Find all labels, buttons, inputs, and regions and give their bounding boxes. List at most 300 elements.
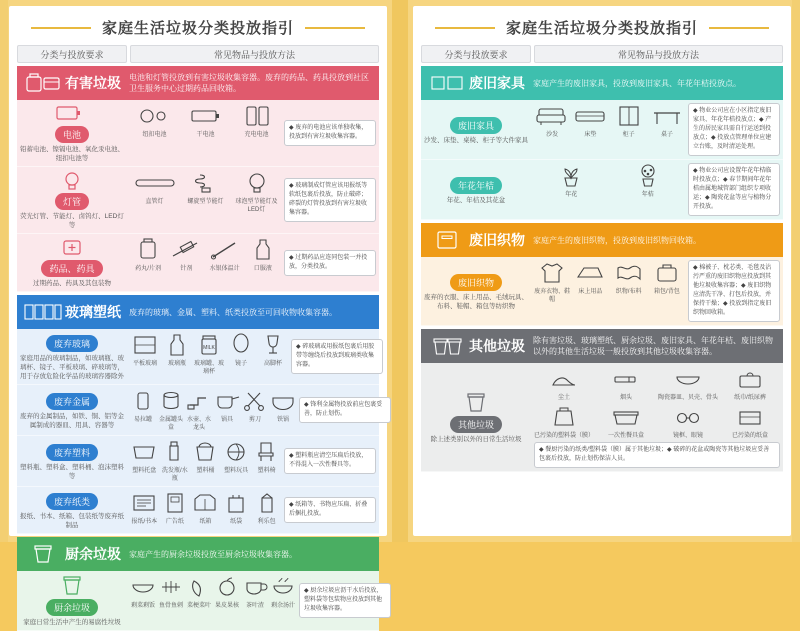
item-list xyxy=(534,163,685,216)
cigarette-butt-icon xyxy=(596,366,656,392)
item-caption: 球泡型节能灯及LED灯 xyxy=(235,199,278,213)
carton-icon xyxy=(191,490,220,516)
note-wrap xyxy=(284,490,376,530)
note-wrap xyxy=(284,439,376,483)
right-header xyxy=(421,12,783,42)
item-list xyxy=(130,237,281,288)
clothes-icon xyxy=(534,260,570,286)
item-caption: 剪刀 xyxy=(248,417,261,423)
list-item xyxy=(207,237,243,288)
item-list xyxy=(130,490,281,530)
paper-bag-icon xyxy=(222,490,251,516)
item-caption: 陶瓷器皿、贝壳、骨头 xyxy=(658,395,719,401)
item-caption: 一次性餐具盒 xyxy=(607,433,644,439)
item-caption: 镜框、眼镜 xyxy=(672,433,703,439)
row-note: ◆ 废弃的电池应该单独收集，投放到有害垃圾收集容器。 xyxy=(284,120,376,146)
row-pill: 废弃塑料 xyxy=(46,444,98,461)
category-bar xyxy=(421,223,783,257)
table-icon xyxy=(649,103,685,129)
glasses-icon xyxy=(658,404,718,430)
list-item xyxy=(181,103,230,163)
potted-flower-icon xyxy=(534,163,609,189)
row-label xyxy=(17,329,127,384)
recyclable-icon xyxy=(23,299,63,325)
category-textile xyxy=(421,223,783,326)
tissue-icon xyxy=(720,366,780,392)
item-caption: 塑料椅 xyxy=(257,468,276,474)
category-bar xyxy=(17,295,379,329)
category-desc: 废弃的玻璃、金属、塑料、纸类投放至可回收物收集容器。 xyxy=(129,307,337,317)
row-note: ◆ 玻璃制成灯管应该用报纸等软纸包裹后投放，防止破碎；碎裂的灯管投放到有害垃圾收集容器。 xyxy=(284,178,376,222)
row-note: ◆ 厨余垃圾应沥干水后投放，塑料袋等包装物应投放到其他垃圾收集容器。 xyxy=(299,583,391,618)
item-caption: 塑料托盘 xyxy=(132,468,157,474)
table-row xyxy=(421,363,783,472)
header-rule-right xyxy=(709,27,769,29)
category-bar xyxy=(17,537,379,571)
item-caption: 塑料桶 xyxy=(196,468,215,474)
row-body xyxy=(127,436,379,486)
rechargeable-battery-icon xyxy=(232,103,281,129)
pill-icon xyxy=(130,237,166,263)
harmful-waste-icon xyxy=(23,70,63,96)
row-body xyxy=(127,385,394,435)
thermometer-icon xyxy=(207,237,243,263)
row-label xyxy=(17,234,127,291)
list-item xyxy=(270,388,296,432)
item-caption: 直管灯 xyxy=(145,199,164,205)
row-note: ◆ 纸箱等、书物应压扁、折叠后捆扎投放。 xyxy=(284,497,376,523)
table-row xyxy=(17,234,379,292)
row-sub: 年花、年桔及其花盆 xyxy=(446,197,506,204)
row-label xyxy=(17,571,127,630)
list-item xyxy=(245,237,281,288)
row-pill: 废弃玻璃 xyxy=(46,335,98,352)
newspaper-icon xyxy=(130,490,159,516)
item-list xyxy=(130,388,296,432)
list-item xyxy=(191,439,220,483)
list-item xyxy=(572,103,608,156)
item-list xyxy=(130,103,281,163)
item-caption: 药丸/片剂 xyxy=(135,266,161,272)
list-item xyxy=(720,366,780,402)
item-caption: 口服液 xyxy=(253,266,272,272)
list-item xyxy=(534,103,570,156)
item-caption: 箱包/背包 xyxy=(654,289,680,295)
list-item xyxy=(596,404,656,440)
tea-residue-icon xyxy=(242,574,268,600)
list-item xyxy=(168,237,204,288)
item-caption: 高脚杯 xyxy=(263,361,282,367)
medicine-icon xyxy=(54,237,90,257)
item-caption: 玻璃罐、玻璃杯 xyxy=(194,361,225,375)
row-pill: 厨余垃圾 xyxy=(46,599,98,616)
mattress-icon xyxy=(572,103,608,129)
category-other xyxy=(421,329,783,472)
row-body xyxy=(127,100,379,166)
item-caption: 尘土 xyxy=(557,395,570,401)
list-item xyxy=(658,404,718,440)
category-recyclable xyxy=(17,295,383,534)
syringe-icon xyxy=(168,237,204,263)
left-panel xyxy=(9,6,387,626)
dry-cell-icon xyxy=(181,103,230,129)
plastic-chair-icon xyxy=(252,439,281,465)
glass-jar-icon xyxy=(194,332,224,358)
table-row xyxy=(17,487,379,534)
row-note: ◆ 过期药品应连同包装一并投放，分类投放。 xyxy=(284,250,376,276)
leftover-food-icon xyxy=(130,574,156,600)
list-item xyxy=(222,490,251,530)
list-item xyxy=(252,490,281,530)
category-name: 厨余垃圾 xyxy=(65,546,121,562)
note-wrap xyxy=(284,103,376,163)
milk-carton-icon xyxy=(252,490,281,516)
right-panel xyxy=(413,6,791,536)
toy-ball-icon xyxy=(222,439,251,465)
fabric-icon xyxy=(611,260,647,286)
other-waste-icon xyxy=(427,333,467,359)
row-note: ◆ 物业公司应在小区指定废旧家具、年花年桔投放点；◆ 产生的居民家具需自行运送到投放点；◆ 投放点管理单位应建立台账，及时清运处理。 xyxy=(688,103,780,156)
row-pill: 其他垃圾 xyxy=(450,416,502,433)
pan-icon xyxy=(214,388,240,414)
list-item xyxy=(130,388,156,432)
row-note: ◆ 塑料瓶应清空压扁后投放，不得混入一次性餐具等。 xyxy=(284,448,376,474)
row-label xyxy=(421,100,531,159)
item-list xyxy=(130,332,288,381)
row-label xyxy=(17,487,127,533)
item-caption: 织物/布料 xyxy=(615,289,642,295)
row-sub: 荧光灯管、节能灯、卤钨灯、LED灯等 xyxy=(20,213,124,229)
item-caption: 茶叶渣 xyxy=(245,603,264,609)
list-item xyxy=(611,260,647,322)
list-item xyxy=(130,170,179,230)
table-row xyxy=(17,329,379,385)
category-desc: 家庭产生的废旧家具，投放到废旧家具、年花年桔投放点。 xyxy=(533,78,741,88)
category-harmful xyxy=(17,66,379,292)
item-caption: 柜子 xyxy=(622,132,635,138)
item-caption: 铁锅 xyxy=(276,417,289,423)
list-item xyxy=(194,332,224,381)
plastic-tray-icon xyxy=(130,439,159,465)
list-item xyxy=(720,404,780,440)
textile-bin-icon xyxy=(427,227,467,253)
lamp-icon xyxy=(54,170,90,190)
other-bin-icon xyxy=(459,391,493,413)
item-list xyxy=(130,170,281,230)
item-caption: 报纸/书本 xyxy=(131,519,158,525)
row-body xyxy=(127,329,386,384)
row-body xyxy=(531,160,783,219)
row-pill: 灯管 xyxy=(55,193,89,210)
cabinet-icon xyxy=(611,103,647,129)
category-desc: 家庭产生的废旧织物，投放到废旧织物回收箱。 xyxy=(533,235,701,245)
list-item xyxy=(649,260,685,322)
list-item xyxy=(258,332,288,381)
item-list-2 xyxy=(534,404,780,440)
takeout-box-icon xyxy=(596,404,656,430)
list-item xyxy=(130,574,156,627)
item-caption: 沙发 xyxy=(546,132,559,138)
table-row xyxy=(421,100,783,160)
row-sub: 报纸、书本、纸箱、包装纸等废弃纸制品 xyxy=(20,513,124,529)
list-item xyxy=(242,574,268,627)
category-bar xyxy=(421,329,783,363)
row-sub: 除上述类别以外的日常生活垃圾 xyxy=(430,435,522,443)
faucet-icon xyxy=(186,388,212,414)
ceramic-icon xyxy=(658,366,718,392)
item-caption: 塑料玩具 xyxy=(224,468,249,474)
item-caption: 平板玻璃 xyxy=(132,361,157,367)
svg-text:MILK: MILK xyxy=(203,345,215,351)
item-caption: 剩余汤汁 xyxy=(270,603,295,609)
sofa-icon xyxy=(534,103,570,129)
item-caption: 已污染的纸盒 xyxy=(731,433,768,439)
furniture-icon xyxy=(427,70,467,96)
row-sub: 家庭日常生活中产生的易腐性垃圾 xyxy=(23,619,121,626)
note-wrap xyxy=(688,163,780,216)
row-sub: 废弃的金属制品，如铁、铜、铝等金属制成的器皿、用具、容器等 xyxy=(20,413,124,429)
list-item xyxy=(130,439,159,483)
item-caption: 废弃衣物、鞋帽 xyxy=(534,289,571,303)
bedding-icon xyxy=(572,260,608,286)
column-header-items: 常见物品与投放方法 xyxy=(130,45,379,63)
row-body xyxy=(127,167,379,233)
row-body xyxy=(531,257,783,325)
category-name: 废旧织物 xyxy=(469,232,525,248)
item-caption: 玻璃瓶 xyxy=(167,361,186,367)
row-note: ◆ 餐厨污染的纸类/塑料袋（膜）属于其他垃圾；◆ 破碎的花盆或陶瓷等其他垃圾应妥善包裹后投放，防止划伤保洁人员。 xyxy=(534,442,780,468)
kumquat-tree-icon xyxy=(611,163,686,189)
left-header xyxy=(17,12,379,42)
row-note: ◆ 物业公司应设置年花年桔临时投放点；◆ 春节期间年花年桔由属地城管部门组织专项收运；◆ 陶瓷花盆等应与植物分开投放。 xyxy=(688,163,780,216)
list-item xyxy=(181,170,230,230)
battery-icon xyxy=(54,103,90,123)
item-caption: 菜梗菜叶 xyxy=(186,603,211,609)
item-caption: 镜子 xyxy=(234,361,247,367)
item-list xyxy=(534,260,685,322)
wok-icon xyxy=(270,388,296,414)
column-header-items: 常见物品与投放方法 xyxy=(534,45,783,63)
item-caption: 桌子 xyxy=(660,132,673,138)
row-pill: 废弃金属 xyxy=(46,393,98,410)
row-label xyxy=(17,100,127,166)
item-caption: 纽扣电池 xyxy=(142,132,167,138)
item-caption: 果皮果核 xyxy=(214,603,239,609)
item-caption: 纸袋 xyxy=(230,519,243,525)
list-item xyxy=(270,574,296,627)
row-body xyxy=(531,100,783,159)
note-wrap xyxy=(291,332,383,381)
row-sub: 铅蓄电池、镍镉电池、氧化汞电池、纽扣电池等 xyxy=(20,146,124,162)
list-item xyxy=(222,439,251,483)
item-caption: 烟头 xyxy=(619,395,632,401)
category-name: 其他垃圾 xyxy=(469,338,525,354)
list-item xyxy=(214,574,240,627)
item-caption: 剩菜剩饭 xyxy=(130,603,155,609)
item-caption: 洗发瓶/水瓶 xyxy=(162,468,188,482)
list-item xyxy=(534,260,570,322)
category-name: 有害垃圾 xyxy=(65,75,121,91)
list-item xyxy=(534,163,609,216)
item-caption: 床垫 xyxy=(584,132,597,138)
item-caption: 纸箱 xyxy=(199,519,212,525)
item-caption: 螺旋型节能灯 xyxy=(187,199,224,205)
list-item xyxy=(158,574,184,627)
list-item xyxy=(658,366,718,402)
list-item xyxy=(611,163,686,216)
left-column-headers xyxy=(17,45,379,63)
can-icon xyxy=(130,388,156,414)
list-item xyxy=(534,404,594,440)
item-caption: 金属罐头盒 xyxy=(158,417,183,431)
list-item xyxy=(130,103,179,163)
category-bar xyxy=(421,66,783,100)
spiral-cfl-icon xyxy=(181,170,230,196)
table-row xyxy=(421,257,783,326)
row-note: ◆ 棉被子、枕芯类、毛毯及沾污严重的废旧织物应投放到其他垃圾收集容器；◆ 废旧织物应清洗干净、打包后投放，并保持干燥；◆ 投放到指定废旧织物回收箱。 xyxy=(688,260,780,322)
right-column-headers xyxy=(421,45,783,63)
row-sub: 沙发、床垫、桌椅、柜子等大件家具 xyxy=(424,137,528,144)
tube-lamp-icon xyxy=(130,170,179,196)
list-item xyxy=(649,103,685,156)
column-header-requirement: 分类与投放要求 xyxy=(17,45,127,63)
item-caption: 已污染的塑料袋（膜） xyxy=(534,433,595,439)
list-item xyxy=(214,388,240,432)
list-item xyxy=(232,103,281,163)
oral-liquid-icon xyxy=(245,237,281,263)
bucket-icon xyxy=(191,439,220,465)
tin-can-icon xyxy=(158,388,184,414)
glass-bottle-icon xyxy=(162,332,192,358)
row-pill: 年花年桔 xyxy=(450,177,502,194)
list-item xyxy=(186,574,212,627)
list-item xyxy=(130,332,160,381)
table-row xyxy=(421,160,783,220)
item-caption: 鱼骨鱼刺 xyxy=(158,603,183,609)
row-sub: 塑料瓶、塑料盒、塑料桶、泡沫塑料等 xyxy=(20,464,124,480)
note-wrap xyxy=(284,170,376,230)
row-label xyxy=(17,167,127,233)
row-pill: 废旧织物 xyxy=(450,274,502,291)
header-rule-left xyxy=(31,27,91,29)
list-item xyxy=(534,366,594,402)
wine-glass-icon xyxy=(258,332,288,358)
list-item xyxy=(162,332,192,381)
list-item xyxy=(252,439,281,483)
row-label xyxy=(421,363,531,471)
note-wrap xyxy=(299,574,391,627)
item-caption: 充电电池 xyxy=(244,132,269,138)
table-row xyxy=(17,436,379,487)
table-row xyxy=(17,385,383,436)
item-caption: 广告纸 xyxy=(165,519,184,525)
table-row xyxy=(17,571,383,631)
list-item xyxy=(572,260,608,322)
list-item xyxy=(226,332,256,381)
button-cell-icon xyxy=(130,103,179,129)
item-caption: 水银体温计 xyxy=(209,266,240,272)
row-note: ◆ 碎玻璃或用报纸包裹后用胶带等缠绕后投放到玻璃类收集容器。 xyxy=(291,339,383,374)
mirror-icon xyxy=(226,332,256,358)
kitchen-waste-icon xyxy=(23,541,63,567)
plastic-bottle-icon xyxy=(161,439,190,465)
page-title-right: 家庭生活垃圾分类投放指引 xyxy=(505,19,698,37)
list-item xyxy=(130,490,159,530)
bulb-led-icon xyxy=(232,170,281,196)
category-desc: 电池和灯管投放到有害垃圾收集容器。废弃的药品、药具投放到社区卫生服务中心过期药品回收箱。 xyxy=(129,73,369,93)
list-item xyxy=(191,490,220,530)
category-desc: 除有害垃圾、玻璃塑纸、厨余垃圾、废旧家具、年花年桔、废旧织物以外的其他生活垃圾一般投放到其他垃圾收集容器。 xyxy=(533,336,773,356)
row-body xyxy=(127,571,394,630)
row-body xyxy=(127,234,379,291)
item-caption: 易拉罐 xyxy=(133,417,152,423)
row-body xyxy=(531,363,783,471)
fish-bone-icon xyxy=(158,574,184,600)
category-furniture xyxy=(421,66,783,220)
row-label xyxy=(17,385,127,435)
row-pill: 药品、药具 xyxy=(41,260,102,277)
item-list xyxy=(130,439,281,483)
category-name: 废旧家具 xyxy=(469,75,525,91)
item-caption: 年花 xyxy=(565,192,578,198)
item-caption: 锅具 xyxy=(220,417,233,423)
column-header-requirement: 分类与投放要求 xyxy=(421,45,531,63)
item-caption: 床上用品 xyxy=(578,289,603,295)
dust-icon xyxy=(534,366,594,392)
row-pill: 电池 xyxy=(55,126,89,143)
list-item xyxy=(161,490,190,530)
note-wrap xyxy=(299,388,391,432)
list-item xyxy=(158,388,184,432)
category-bar xyxy=(17,66,379,100)
item-list xyxy=(534,103,685,156)
item-list xyxy=(130,574,296,627)
dirty-paper-box-icon xyxy=(720,404,780,430)
category-kitchen xyxy=(17,537,383,631)
row-label xyxy=(421,160,531,219)
row-label xyxy=(421,257,531,325)
fruit-peel-icon xyxy=(214,574,240,600)
food-bin-icon xyxy=(54,574,90,596)
note-wrap xyxy=(688,103,780,156)
header-rule-right xyxy=(305,27,365,29)
flyer-icon xyxy=(161,490,190,516)
list-item xyxy=(161,439,190,483)
list-item xyxy=(596,366,656,402)
category-name: 玻璃塑纸 xyxy=(65,304,121,320)
row-sub: 废弃的衣服、床上用品、毛绒玩具、布料、鞋帽、箱包等纺织物 xyxy=(424,294,528,310)
list-item xyxy=(186,388,212,432)
item-caption: 年桔 xyxy=(641,192,654,198)
list-item xyxy=(611,103,647,156)
item-caption: 干电池 xyxy=(196,132,215,138)
row-pill: 废弃纸类 xyxy=(46,493,98,510)
list-item xyxy=(242,388,268,432)
item-caption: 纸巾/纸尿裤 xyxy=(734,395,766,401)
category-desc: 家庭产生的厨余垃圾投放至厨余垃圾收集容器。 xyxy=(129,549,297,559)
flat-glass-icon xyxy=(130,332,160,358)
table-row xyxy=(17,167,379,234)
scissors-icon xyxy=(242,388,268,414)
row-sub: 过期药品、药具及其包装物 xyxy=(33,280,111,287)
row-label xyxy=(17,436,127,486)
item-caption: 水壶、水龙头 xyxy=(186,417,211,431)
row-body xyxy=(127,487,379,533)
item-list xyxy=(534,366,780,402)
item-caption: 利乐包 xyxy=(257,519,276,525)
table-row xyxy=(17,100,379,167)
page-title: 家庭生活垃圾分类投放指引 xyxy=(101,19,294,37)
